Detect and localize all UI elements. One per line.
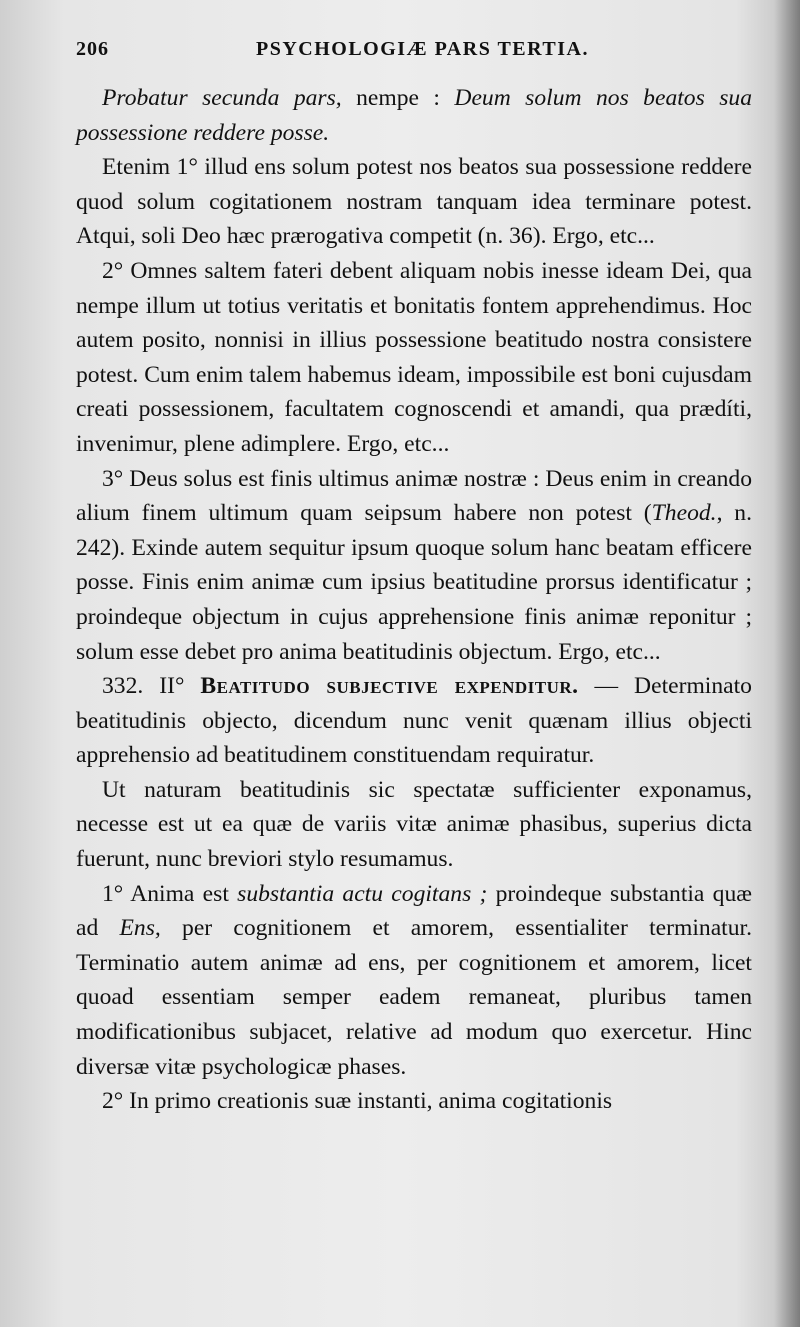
section-paragraph bbox=[76, 669, 752, 773]
page-number: 206 bbox=[76, 38, 109, 60]
paragraph bbox=[76, 254, 752, 462]
paragraph-text: 1° Anima est bbox=[102, 880, 238, 907]
paragraph-text: nempe : bbox=[341, 85, 455, 111]
italic-text: Deum solum nos beatos sua possessione reddere posse. bbox=[76, 85, 752, 146]
paragraph bbox=[76, 1084, 752, 1119]
italic-text: Ens, bbox=[119, 915, 161, 942]
paragraph bbox=[76, 773, 752, 877]
paragraph-text: 3° Deus solus est finis ultimus animæ nostræ : Deus enim in creando alium finem ultimum quam seipsum habere non potest ( bbox=[76, 465, 752, 527]
running-title: PSYCHOLOGIÆ PARS TERTIA. bbox=[256, 38, 589, 60]
italic-text: Probatur secunda pars, bbox=[102, 85, 342, 111]
paragraph-text: — Determinato beatitudinis objecto, dicendum nunc venit quænam illius objecti apprehensio ad beatitudinem constituendam requiratur. bbox=[76, 673, 752, 769]
paragraph-text: 2° In primo creationis suæ instanti, anima cogitationis bbox=[102, 1088, 613, 1115]
paragraph-text: , n. 242). Exinde autem sequitur ipsum quoque solum hanc beatam efficere posse. Finis enim animæ cum ipsius beatitudine prorsus identificatur ; proindeque objectum in cujus apprehensione finis animæ reponitur ; solum esse debet pro anima beatitudinis objectum. Ergo, etc... bbox=[76, 500, 752, 665]
paragraph-text: per cognitionem et amorem, essentialiter terminatur. Terminatio autem animæ ad ens, per cognitionem et amorem, licet quoad essentiam semper eadem remaneat, pluribus tamen modificationibus subjacet, relative ad modum quo exercetur. Hinc diversæ vitæ psychologicæ phases. bbox=[76, 915, 752, 1080]
paragraph bbox=[76, 462, 752, 670]
paragraph-text: Ut naturam beatitudinis sic spectatæ sufficienter exponamus, necesse est ut ea quæ de variis vitæ animæ phasibus, superius dicta fuerunt, nunc breviori stylo resumamus. bbox=[76, 776, 752, 873]
paragraph-text: Etenim 1° illud ens solum potest nos beatos sua possessione reddere quod solum cogitationem nostram tanquam idea terminare potest. Atqui, soli Deo hæc prærogativa competit (n. 36). Ergo, etc... bbox=[76, 154, 752, 250]
paragraph bbox=[76, 150, 752, 254]
section-heading: Beatitudo subjective expenditur. bbox=[200, 673, 579, 700]
paragraph bbox=[76, 877, 752, 1085]
paragraph bbox=[76, 81, 752, 150]
italic-text: substantia actu cogitans ; bbox=[237, 880, 488, 907]
running-head bbox=[76, 38, 752, 61]
paragraph-text: proindeque substantia quæ ad bbox=[76, 880, 752, 942]
section-number: 332. II° bbox=[102, 673, 201, 700]
paragraph-text: 2° Omnes saltem fateri debent aliquam nobis inesse ideam Dei, qua nempe illum ut totius veritatis et bonitatis fontem apprehendimus. Hoc autem posito, nonnisi in illius possessione beatitudo nostra consistere potest. Cum enim talem habemus ideam, impossibile est boni cujusdam creati possessionem, facultatem cognoscendi et amandi, qua prædíti, invenimur, plene adimplere. Ergo, etc... bbox=[76, 257, 752, 457]
italic-text: Theod. bbox=[651, 500, 717, 527]
body-text bbox=[76, 81, 752, 1119]
